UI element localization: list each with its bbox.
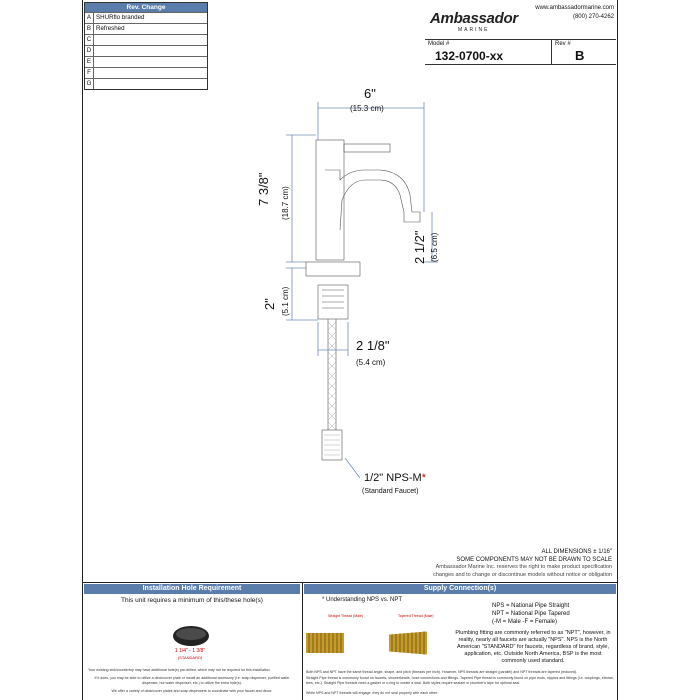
height-metric: (18.7 cm) [281, 186, 290, 220]
connection-leader [345, 458, 360, 478]
bottom-divider [82, 582, 618, 583]
shank-metric: (5.1 cm) [281, 286, 290, 316]
shank-dim: 2" [262, 298, 277, 310]
supply-fine-2: Straight Pipe thread is commonly found on faucets, showerheads, hose connections and fittings. Tapered Pipe thread is commonly found on pipe ends, nipples and fittings (i.e. couplings, elbows, tees, etc.). Straight Pipe threads need a gasket or o-ring to create a seal. Both styles require sealant or plumber's tape for optimal seal. [306, 676, 614, 685]
rev-letter: F [85, 68, 94, 78]
rev-letter: E [85, 57, 94, 67]
width-dim: 6" [364, 86, 376, 101]
brand-phone: (800) 270-4262 [572, 14, 614, 20]
revision-title: Rev. Change [85, 3, 207, 12]
faucet-handle [344, 144, 390, 152]
spout-dim: 2 1/2" [412, 230, 427, 264]
rev-letter: A [85, 13, 94, 23]
supply-fine-1: Both NPS and NPT have the same thread angle, shape, and pitch (threads per inch). However, NPS threads are straight (parallel) and NPT threads are tapered (reduced). [306, 670, 578, 674]
nps-definition: NPS = National Pipe Straight [492, 603, 570, 609]
install-fine-2: If it does, you may be able to utilize a deck/cover plate or install an additional accessory (i.e. soap dispenser, purified water dispenser, hot water dispenser, etc.) to utilize the extra hole(s). [94, 676, 290, 685]
brand-logo-sub: MARINE [458, 27, 490, 33]
brand-website[interactable]: www.ambassadormarine.com [535, 5, 614, 11]
width-metric: (15.3 cm) [350, 104, 384, 113]
npt-definition: NPT = National Pipe Tapered [492, 611, 570, 617]
rev-letter: B [85, 24, 94, 34]
connection-star: * [421, 472, 426, 484]
dimension-notes [433, 549, 612, 579]
height-dim: 7 3/8" [256, 172, 271, 206]
rev-text: SHURflo branded [96, 14, 145, 21]
base-metric: (5.4 cm) [356, 358, 386, 367]
install-fine-1: Your existing sink/countertop may have additional hole(s) pre-drilled, which may not be required for this installation. [88, 668, 271, 672]
faucet-body [316, 140, 344, 260]
straight-thread-icon [305, 618, 345, 668]
hole-size: 1 1/4" - 1 3/8" [174, 648, 206, 654]
install-fine-3: We offer a variety of deck/cover plates and soap dispensers to coordinate with your faucet and decor. [111, 689, 273, 693]
connection-dim [364, 472, 426, 484]
male-female-definition: (-M = Male -F = Female) [492, 619, 558, 625]
install-requirement: This unit requires a minimum of this/these hole(s) [121, 597, 263, 604]
rev-letter: D [85, 46, 94, 56]
faucet-base [306, 262, 360, 276]
notes-line: Ambassador Marine Inc. reserves the right to make product specification [435, 564, 612, 570]
nps-npt-understanding[interactable]: * Understanding NPS vs. NPT [322, 597, 403, 603]
base-dim: 2 1/8" [356, 338, 390, 353]
connection-value: 1/2" NPS-M [364, 472, 422, 484]
spout-metric: (6.5 cm) [430, 232, 439, 262]
notes-line: SOME COMPONENTS MAY NOT BE DRAWN TO SCALE [456, 556, 612, 563]
rev-text: Refreshed [96, 25, 125, 32]
install-title: Installation Hole Requirement [84, 584, 300, 594]
rev-letter: G [85, 79, 94, 89]
rev-label: Rev # [555, 41, 571, 47]
notes-line: changes and to change or discontinue models without notice or obligation [433, 571, 612, 578]
model-number: 132-0700-xx [435, 49, 504, 63]
rev-letter: C [85, 35, 94, 45]
straight-thread-label: Straight Thread (Male) [328, 614, 363, 618]
brand-logo: Ambassador [430, 10, 518, 27]
plumbing-note: Plumbing fitting are commonly referred to as "NPT", however, in reality, nearly all faucets are actually "NPS". NPS is the North American "STANDARD" for faucets, regardless of brand, style, application, etc. Outside North America, BSP is the most commonly used standard. [455, 630, 611, 664]
panel-divider [302, 582, 303, 700]
model-label: Model # [428, 41, 450, 47]
rev-value: B [575, 48, 585, 63]
hole-icon [171, 624, 211, 648]
hole-standard: (STANDARD) [177, 655, 203, 660]
tapered-thread-label: Tapered Thread (Male) [398, 614, 434, 618]
connection-note: (Standard Faucet) [362, 488, 419, 495]
tapered-thread-icon [388, 618, 428, 668]
thread-definitions [492, 602, 570, 626]
notes-line: ALL DIMENSIONS ± 1/16" [541, 549, 612, 555]
supply-title: Supply Connection(s) [304, 584, 616, 594]
spout-outline [325, 170, 420, 230]
supply-fine-3: While NPS and NPT threads will engage, they do not seal properly with each other. [306, 691, 438, 695]
